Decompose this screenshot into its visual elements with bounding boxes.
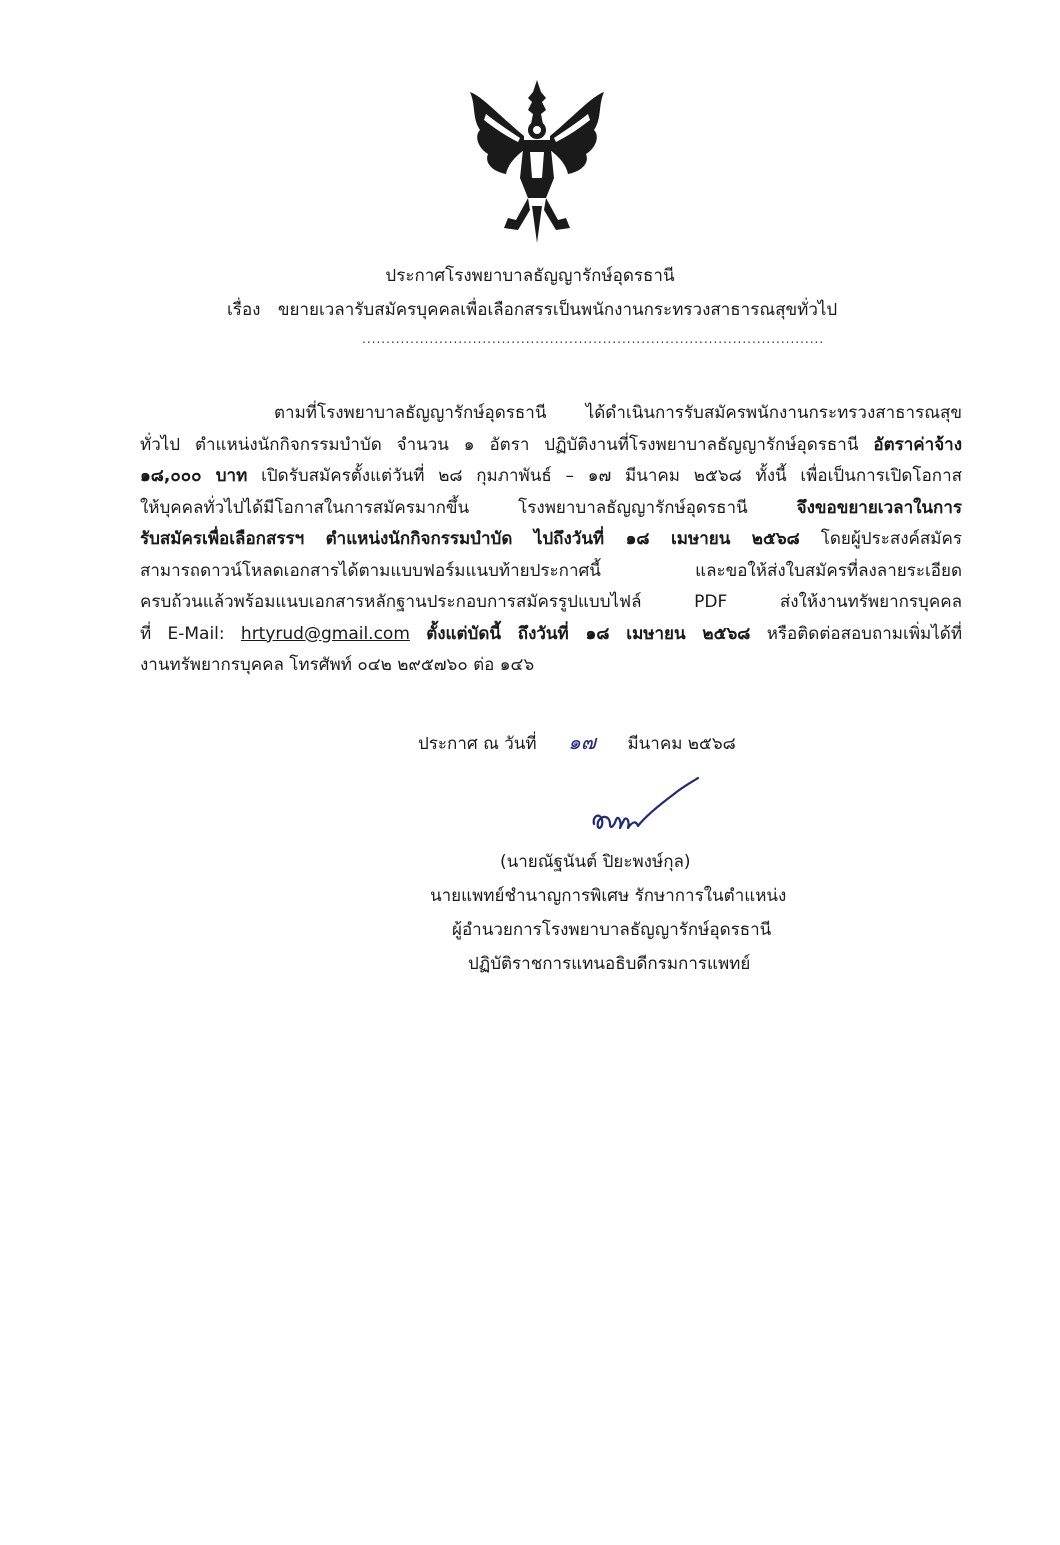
subject-text: ขยายเวลารับสมัครบุคคลเพื่อเลือกสรรเป็นพนักงานกระทรวงสาธารณสุขทั่วไป	[277, 300, 838, 320]
signatory-position-1: นายแพทย์ชำนาญการพิเศษ รักษาการในตำแหน่ง	[430, 886, 787, 906]
extension-notice: จึงขอขยายเวลาในการ	[796, 497, 963, 518]
signatory-name: (นายณัฐนันต์ ปิยะพงษ์กุล)	[500, 852, 691, 872]
wage-label: อัตราค่าจ้าง	[873, 434, 963, 455]
subject-label: เรื่อง	[227, 300, 261, 320]
date-day: ๑๗	[568, 730, 596, 754]
separator-dots: ................................................................................................	[362, 332, 825, 346]
extension-deadline: รับสมัครเพื่อเลือกสรรฯ ตำแหน่งนักกิจกรรมบำบัด ไปถึงวันที่ ๑๘ เมษายน ๒๕๖๘	[140, 529, 800, 549]
body-line-5	[140, 524, 962, 556]
body-line-8	[140, 619, 962, 651]
body-line-3b: เปิดรับสมัครตั้งแต่วันที่ ๒๘ กุมภาพันธ์ – ๑๗ มีนาคม ๒๕๖๘ ทั้งนี้ เพื่อเป็นการเปิดโอกาส	[261, 466, 962, 486]
body-line-7: ครบถ้วนแล้วพร้อมแนบเอกสารหลักฐานประกอบการสมัครรูปแบบไฟล์ PDF ส่งให้งานทรัพยากรบุคคล	[140, 592, 962, 612]
body-line-3	[140, 461, 962, 493]
body-line-6: สามารถดาวน์โหลดเอกสารได้ตามแบบฟอร์มแนบท้ายประกาศนี้ และขอให้ส่งใบสมัครที่ลงลายระเอียด	[140, 560, 962, 581]
body-line-2	[140, 430, 962, 462]
garuda-emblem-icon	[462, 78, 612, 243]
document-subject	[227, 296, 837, 323]
signatory-position-2: ผู้อำนวยการโรงพยาบาลธัญญารักษ์อุดรธานี	[452, 920, 772, 940]
body-line-9: งานทรัพยากรบุคคล โทรศัพท์ ๐๔๒ ๒๙๕๗๖๐ ต่อ ๑๔๖	[140, 655, 535, 675]
body-line-5b: โดยผู้ประสงค์สมัคร	[820, 529, 962, 549]
handwritten-signature	[588, 776, 703, 846]
signatory-position-3: ปฏิบัติราชการแทนอธิบดีกรมการแพทย์	[468, 954, 751, 974]
date-month-year: มีนาคม ๒๕๖๘	[627, 734, 736, 754]
email-link[interactable]: hrtyrud@gmail.com	[240, 623, 410, 644]
wage-amount: ๑๘,๐๐๐ บาท	[140, 466, 248, 486]
body-line-1: ตามที่โรงพยาบาลธัญญารักษ์อุดรธานี ได้ดำเนินการรับสมัครพนักงานกระทรวงสาธารณสุข	[274, 403, 962, 423]
announcement-body	[140, 398, 962, 682]
body-line-2a: ทั่วไป ตำแหน่งนักกิจกรรมบำบัด จำนวน ๑ อัตรา ปฏิบัติงานที่โรงพยาบาลธัญญารักษ์อุดรธานี	[140, 434, 859, 455]
date-prefix: ประกาศ ณ วันที่	[418, 734, 537, 754]
document-title: ประกาศโรงพยาบาลธัญญารักษ์อุดรธานี	[385, 266, 675, 286]
body-line-4a: ให้บุคคลทั่วไปได้มีโอกาสในการสมัครมากขึ้น โรงพยาบาลธัญญารักษ์อุดรธานี	[140, 497, 748, 518]
body-line-4	[140, 493, 962, 525]
submission-period: ตั้งแต่บัดนี้ ถึงวันที่ ๑๘ เมษายน ๒๕๖๘	[426, 623, 751, 644]
email-label: ที่ E-Mail:	[140, 623, 225, 644]
announcement-date	[418, 726, 736, 758]
contact-note: หรือติดต่อสอบถามเพิ่มได้ที่	[766, 623, 963, 644]
